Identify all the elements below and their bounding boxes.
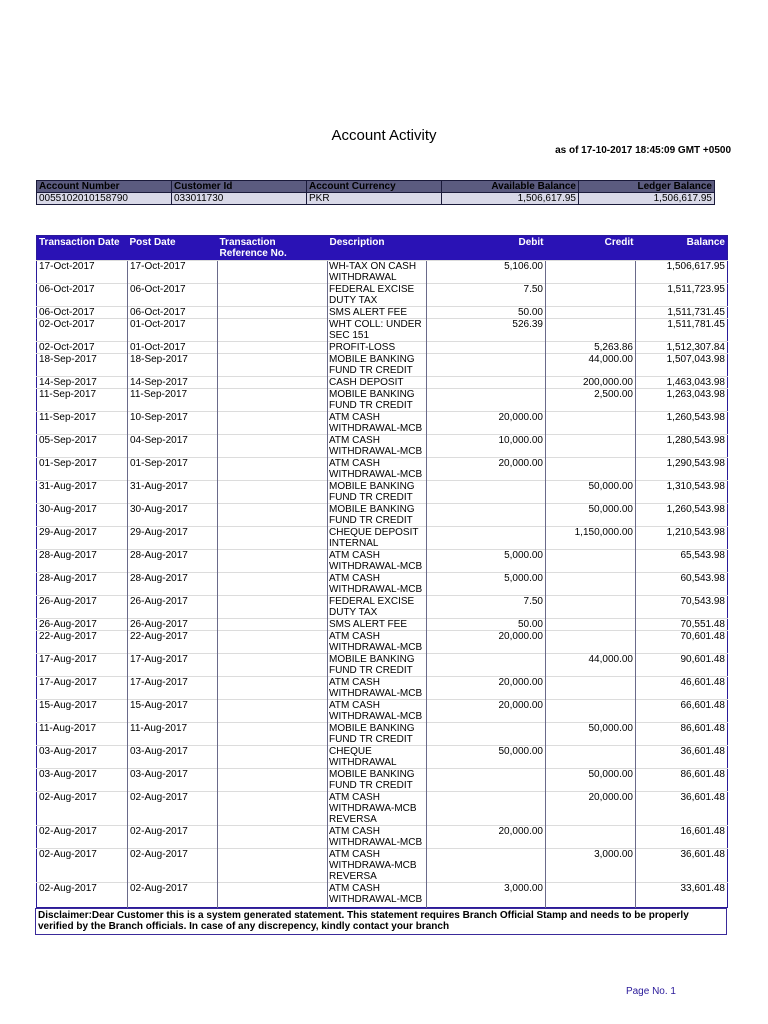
header-description: Description: [328, 236, 427, 261]
transaction-date: 28-Aug-2017: [37, 550, 128, 573]
debit: 5,106.00: [427, 261, 546, 284]
debit: 50.00: [427, 619, 546, 631]
table-row: [37, 677, 728, 700]
balance: 86,601.48: [636, 769, 728, 792]
account-number: 0055102010158790: [37, 193, 172, 205]
debit: [427, 389, 546, 412]
transaction-date: 17-Oct-2017: [37, 261, 128, 284]
balance: 1,506,617.95: [636, 261, 728, 284]
balance: 60,543.98: [636, 573, 728, 596]
table-row: [37, 389, 728, 412]
customer-id: 033011730: [172, 193, 307, 205]
credit: 44,000.00: [546, 654, 636, 677]
reference-no: [218, 550, 328, 573]
credit: [546, 307, 636, 319]
reference-no: [218, 504, 328, 527]
credit: [546, 284, 636, 307]
description: MOBILE BANKING FUND TR CREDIT: [328, 389, 427, 412]
balance: 65,543.98: [636, 550, 728, 573]
header-debit: Debit: [427, 236, 546, 261]
table-row: [37, 769, 728, 792]
table-row: [37, 746, 728, 769]
credit: [546, 596, 636, 619]
reference-no: [218, 746, 328, 769]
debit: [427, 481, 546, 504]
transaction-date: 17-Aug-2017: [37, 677, 128, 700]
post-date: 17-Aug-2017: [128, 677, 218, 700]
reference-no: [218, 527, 328, 550]
credit: 2,500.00: [546, 389, 636, 412]
transaction-date: 31-Aug-2017: [37, 481, 128, 504]
reference-no: [218, 435, 328, 458]
post-date: 02-Aug-2017: [128, 792, 218, 826]
debit: 7.50: [427, 596, 546, 619]
debit: 10,000.00: [427, 435, 546, 458]
post-date: 06-Oct-2017: [128, 284, 218, 307]
post-date: 29-Aug-2017: [128, 527, 218, 550]
transaction-date: 11-Sep-2017: [37, 412, 128, 435]
post-date: 01-Sep-2017: [128, 458, 218, 481]
debit: [427, 354, 546, 377]
table-row: [37, 527, 728, 550]
header-transaction-date: Transaction Date: [37, 236, 128, 261]
table-row: [37, 631, 728, 654]
reference-no: [218, 631, 328, 654]
transaction-date: 02-Oct-2017: [37, 319, 128, 342]
post-date: 14-Sep-2017: [128, 377, 218, 389]
credit: [546, 458, 636, 481]
table-row: [37, 458, 728, 481]
balance: 1,260,543.98: [636, 412, 728, 435]
post-date: 11-Aug-2017: [128, 723, 218, 746]
post-date: 28-Aug-2017: [128, 573, 218, 596]
credit: 50,000.00: [546, 769, 636, 792]
description: MOBILE BANKING FUND TR CREDIT: [328, 723, 427, 746]
credit: 5,263.86: [546, 342, 636, 354]
reference-no: [218, 389, 328, 412]
post-date: 02-Aug-2017: [128, 849, 218, 883]
balance: 1,280,543.98: [636, 435, 728, 458]
debit: [427, 342, 546, 354]
transaction-date: 02-Aug-2017: [37, 883, 128, 908]
table-row: [37, 261, 728, 284]
description: MOBILE BANKING FUND TR CREDIT: [328, 504, 427, 527]
description: WHT COLL: UNDER SEC 151: [328, 319, 427, 342]
transaction-date: 26-Aug-2017: [37, 596, 128, 619]
table-row: [37, 377, 728, 389]
header-credit: Credit: [546, 236, 636, 261]
balance: 1,507,043.98: [636, 354, 728, 377]
description: ATM CASH WITHDRAWA-MCB REVERSA: [328, 849, 427, 883]
transaction-date: 06-Oct-2017: [37, 284, 128, 307]
as-of-timestamp: as of 17-10-2017 18:45:09 GMT +0500: [555, 145, 731, 156]
reference-no: [218, 342, 328, 354]
reference-no: [218, 849, 328, 883]
description: ATM CASH WITHDRAWAL-MCB: [328, 631, 427, 654]
post-date: 26-Aug-2017: [128, 596, 218, 619]
post-date: 03-Aug-2017: [128, 746, 218, 769]
table-row: [37, 435, 728, 458]
header-ledger-balance: Ledger Balance: [579, 181, 715, 193]
debit: 50,000.00: [427, 746, 546, 769]
post-date: 17-Aug-2017: [128, 654, 218, 677]
description: ATM CASH WITHDRAWAL-MCB: [328, 435, 427, 458]
reference-no: [218, 377, 328, 389]
reference-no: [218, 654, 328, 677]
credit: 200,000.00: [546, 377, 636, 389]
transaction-date: 06-Oct-2017: [37, 307, 128, 319]
table-row: [37, 573, 728, 596]
debit: 7.50: [427, 284, 546, 307]
header-reference-no: Transaction Reference No.: [218, 236, 328, 261]
transaction-date: 11-Sep-2017: [37, 389, 128, 412]
page-title: Account Activity: [331, 127, 437, 144]
credit: 20,000.00: [546, 792, 636, 826]
description: MOBILE BANKING FUND TR CREDIT: [328, 654, 427, 677]
transaction-date: 18-Sep-2017: [37, 354, 128, 377]
reference-no: [218, 677, 328, 700]
table-row: [37, 792, 728, 826]
debit: 5,000.00: [427, 573, 546, 596]
transaction-date: 22-Aug-2017: [37, 631, 128, 654]
description: MOBILE BANKING FUND TR CREDIT: [328, 481, 427, 504]
table-row: [37, 354, 728, 377]
account-summary-table: [36, 180, 715, 205]
table-row: [37, 307, 728, 319]
transaction-date: 14-Sep-2017: [37, 377, 128, 389]
debit: 20,000.00: [427, 826, 546, 849]
transaction-date: 02-Oct-2017: [37, 342, 128, 354]
balance: 36,601.48: [636, 792, 728, 826]
reference-no: [218, 307, 328, 319]
transaction-date: 17-Aug-2017: [37, 654, 128, 677]
reference-no: [218, 261, 328, 284]
ledger-balance: 1,506,617.95: [579, 193, 715, 205]
balance: 1,511,781.45: [636, 319, 728, 342]
page-number: Page No. 1: [625, 986, 676, 997]
post-date: 15-Aug-2017: [128, 700, 218, 723]
description: ATM CASH WITHDRAWAL-MCB: [328, 458, 427, 481]
transactions-table: [36, 235, 728, 908]
credit: 1,150,000.00: [546, 527, 636, 550]
balance: 70,543.98: [636, 596, 728, 619]
account-currency: PKR: [307, 193, 442, 205]
table-row: [37, 723, 728, 746]
debit: 5,000.00: [427, 550, 546, 573]
header-account-currency: Account Currency: [307, 181, 442, 193]
credit: [546, 677, 636, 700]
table-row: [37, 412, 728, 435]
post-date: 31-Aug-2017: [128, 481, 218, 504]
reference-no: [218, 573, 328, 596]
table-row: [37, 481, 728, 504]
reference-no: [218, 412, 328, 435]
transaction-date: 02-Aug-2017: [37, 826, 128, 849]
description: SMS ALERT FEE: [328, 619, 427, 631]
table-row: [37, 284, 728, 307]
description: ATM CASH WITHDRAWAL-MCB: [328, 883, 427, 908]
reference-no: [218, 792, 328, 826]
balance: 86,601.48: [636, 723, 728, 746]
transaction-date: 02-Aug-2017: [37, 792, 128, 826]
balance: 36,601.48: [636, 746, 728, 769]
balance: 66,601.48: [636, 700, 728, 723]
balance: 46,601.48: [636, 677, 728, 700]
reference-no: [218, 319, 328, 342]
debit: 20,000.00: [427, 677, 546, 700]
debit: [427, 504, 546, 527]
credit: 50,000.00: [546, 723, 636, 746]
balance: 1,310,543.98: [636, 481, 728, 504]
post-date: 11-Sep-2017: [128, 389, 218, 412]
description: FEDERAL EXCISE DUTY TAX: [328, 284, 427, 307]
table-row: [37, 596, 728, 619]
credit: [546, 826, 636, 849]
table-row: [37, 826, 728, 849]
credit: 3,000.00: [546, 849, 636, 883]
balance: 90,601.48: [636, 654, 728, 677]
account-summary-row: [37, 193, 715, 205]
description: ATM CASH WITHDRAWAL-MCB: [328, 550, 427, 573]
credit: [546, 319, 636, 342]
balance: 36,601.48: [636, 849, 728, 883]
debit: [427, 849, 546, 883]
description: ATM CASH WITHDRAWAL-MCB: [328, 677, 427, 700]
debit: 3,000.00: [427, 883, 546, 908]
credit: [546, 619, 636, 631]
post-date: 30-Aug-2017: [128, 504, 218, 527]
credit: [546, 550, 636, 573]
description: ATM CASH WITHDRAWAL-MCB: [328, 826, 427, 849]
description: ATM CASH WITHDRAWAL-MCB: [328, 700, 427, 723]
balance: 1,210,543.98: [636, 527, 728, 550]
transaction-date: 29-Aug-2017: [37, 527, 128, 550]
credit: [546, 700, 636, 723]
reference-no: [218, 723, 328, 746]
header-available-balance: Available Balance: [442, 181, 579, 193]
debit: [427, 377, 546, 389]
debit: 20,000.00: [427, 700, 546, 723]
header-balance: Balance: [636, 236, 728, 261]
reference-no: [218, 826, 328, 849]
credit: 50,000.00: [546, 504, 636, 527]
header-post-date: Post Date: [128, 236, 218, 261]
description: PROFIT-LOSS: [328, 342, 427, 354]
debit: [427, 723, 546, 746]
debit: 20,000.00: [427, 631, 546, 654]
post-date: 10-Sep-2017: [128, 412, 218, 435]
credit: [546, 412, 636, 435]
reference-no: [218, 354, 328, 377]
description: ATM CASH WITHDRAWAL-MCB: [328, 573, 427, 596]
table-row: [37, 883, 728, 908]
debit: [427, 654, 546, 677]
transaction-date: 11-Aug-2017: [37, 723, 128, 746]
table-row: [37, 700, 728, 723]
transactions-header: [37, 236, 728, 261]
table-row: [37, 550, 728, 573]
credit: [546, 631, 636, 654]
balance: 1,512,307.84: [636, 342, 728, 354]
account-summary-header: [37, 181, 715, 193]
description: MOBILE BANKING FUND TR CREDIT: [328, 769, 427, 792]
transaction-date: 03-Aug-2017: [37, 769, 128, 792]
table-row: [37, 342, 728, 354]
description: WH-TAX ON CASH WITHDRAWAL: [328, 261, 427, 284]
balance: 1,260,543.98: [636, 504, 728, 527]
credit: [546, 883, 636, 908]
credit: 50,000.00: [546, 481, 636, 504]
header-customer-id: Customer Id: [172, 181, 307, 193]
debit: 20,000.00: [427, 412, 546, 435]
balance: 1,290,543.98: [636, 458, 728, 481]
description: SMS ALERT FEE: [328, 307, 427, 319]
reference-no: [218, 619, 328, 631]
post-date: 18-Sep-2017: [128, 354, 218, 377]
reference-no: [218, 596, 328, 619]
available-balance: 1,506,617.95: [442, 193, 579, 205]
balance: 1,463,043.98: [636, 377, 728, 389]
post-date: 22-Aug-2017: [128, 631, 218, 654]
header-account-number: Account Number: [37, 181, 172, 193]
description: CHEQUE WITHDRAWAL: [328, 746, 427, 769]
description: MOBILE BANKING FUND TR CREDIT: [328, 354, 427, 377]
reference-no: [218, 458, 328, 481]
description: CASH DEPOSIT: [328, 377, 427, 389]
debit: 526.39: [427, 319, 546, 342]
balance: 16,601.48: [636, 826, 728, 849]
table-row: [37, 849, 728, 883]
description: ATM CASH WITHDRAWA-MCB REVERSA: [328, 792, 427, 826]
reference-no: [218, 769, 328, 792]
post-date: 02-Aug-2017: [128, 883, 218, 908]
transaction-date: 26-Aug-2017: [37, 619, 128, 631]
debit: [427, 527, 546, 550]
transaction-date: 05-Sep-2017: [37, 435, 128, 458]
transaction-date: 28-Aug-2017: [37, 573, 128, 596]
balance: 33,601.48: [636, 883, 728, 908]
table-row: [37, 619, 728, 631]
reference-no: [218, 284, 328, 307]
description: FEDERAL EXCISE DUTY TAX: [328, 596, 427, 619]
table-row: [37, 319, 728, 342]
balance: 1,263,043.98: [636, 389, 728, 412]
disclaimer: Disclaimer:Dear Customer this is a system generated statement. This statement requires Branch Official Stamp and needs to be properly verified by the Branch officials. In case of any discrepency, kindly contact your branch: [35, 908, 727, 935]
credit: [546, 746, 636, 769]
post-date: 01-Oct-2017: [128, 342, 218, 354]
debit: 50.00: [427, 307, 546, 319]
post-date: 02-Aug-2017: [128, 826, 218, 849]
description: ATM CASH WITHDRAWAL-MCB: [328, 412, 427, 435]
credit: [546, 435, 636, 458]
balance: 1,511,723.95: [636, 284, 728, 307]
balance: 1,511,731.45: [636, 307, 728, 319]
credit: 44,000.00: [546, 354, 636, 377]
table-row: [37, 654, 728, 677]
reference-no: [218, 700, 328, 723]
reference-no: [218, 883, 328, 908]
reference-no: [218, 481, 328, 504]
post-date: 03-Aug-2017: [128, 769, 218, 792]
post-date: 01-Oct-2017: [128, 319, 218, 342]
post-date: 17-Oct-2017: [128, 261, 218, 284]
balance: 70,551.48: [636, 619, 728, 631]
credit: [546, 261, 636, 284]
post-date: 06-Oct-2017: [128, 307, 218, 319]
transaction-date: 01-Sep-2017: [37, 458, 128, 481]
transaction-date: 30-Aug-2017: [37, 504, 128, 527]
table-row: [37, 504, 728, 527]
transaction-date: 03-Aug-2017: [37, 746, 128, 769]
post-date: 28-Aug-2017: [128, 550, 218, 573]
credit: [546, 573, 636, 596]
debit: [427, 792, 546, 826]
debit: 20,000.00: [427, 458, 546, 481]
debit: [427, 769, 546, 792]
transaction-date: 02-Aug-2017: [37, 849, 128, 883]
description: CHEQUE DEPOSIT INTERNAL: [328, 527, 427, 550]
post-date: 26-Aug-2017: [128, 619, 218, 631]
post-date: 04-Sep-2017: [128, 435, 218, 458]
transaction-date: 15-Aug-2017: [37, 700, 128, 723]
balance: 70,601.48: [636, 631, 728, 654]
transactions-body: [37, 261, 728, 908]
